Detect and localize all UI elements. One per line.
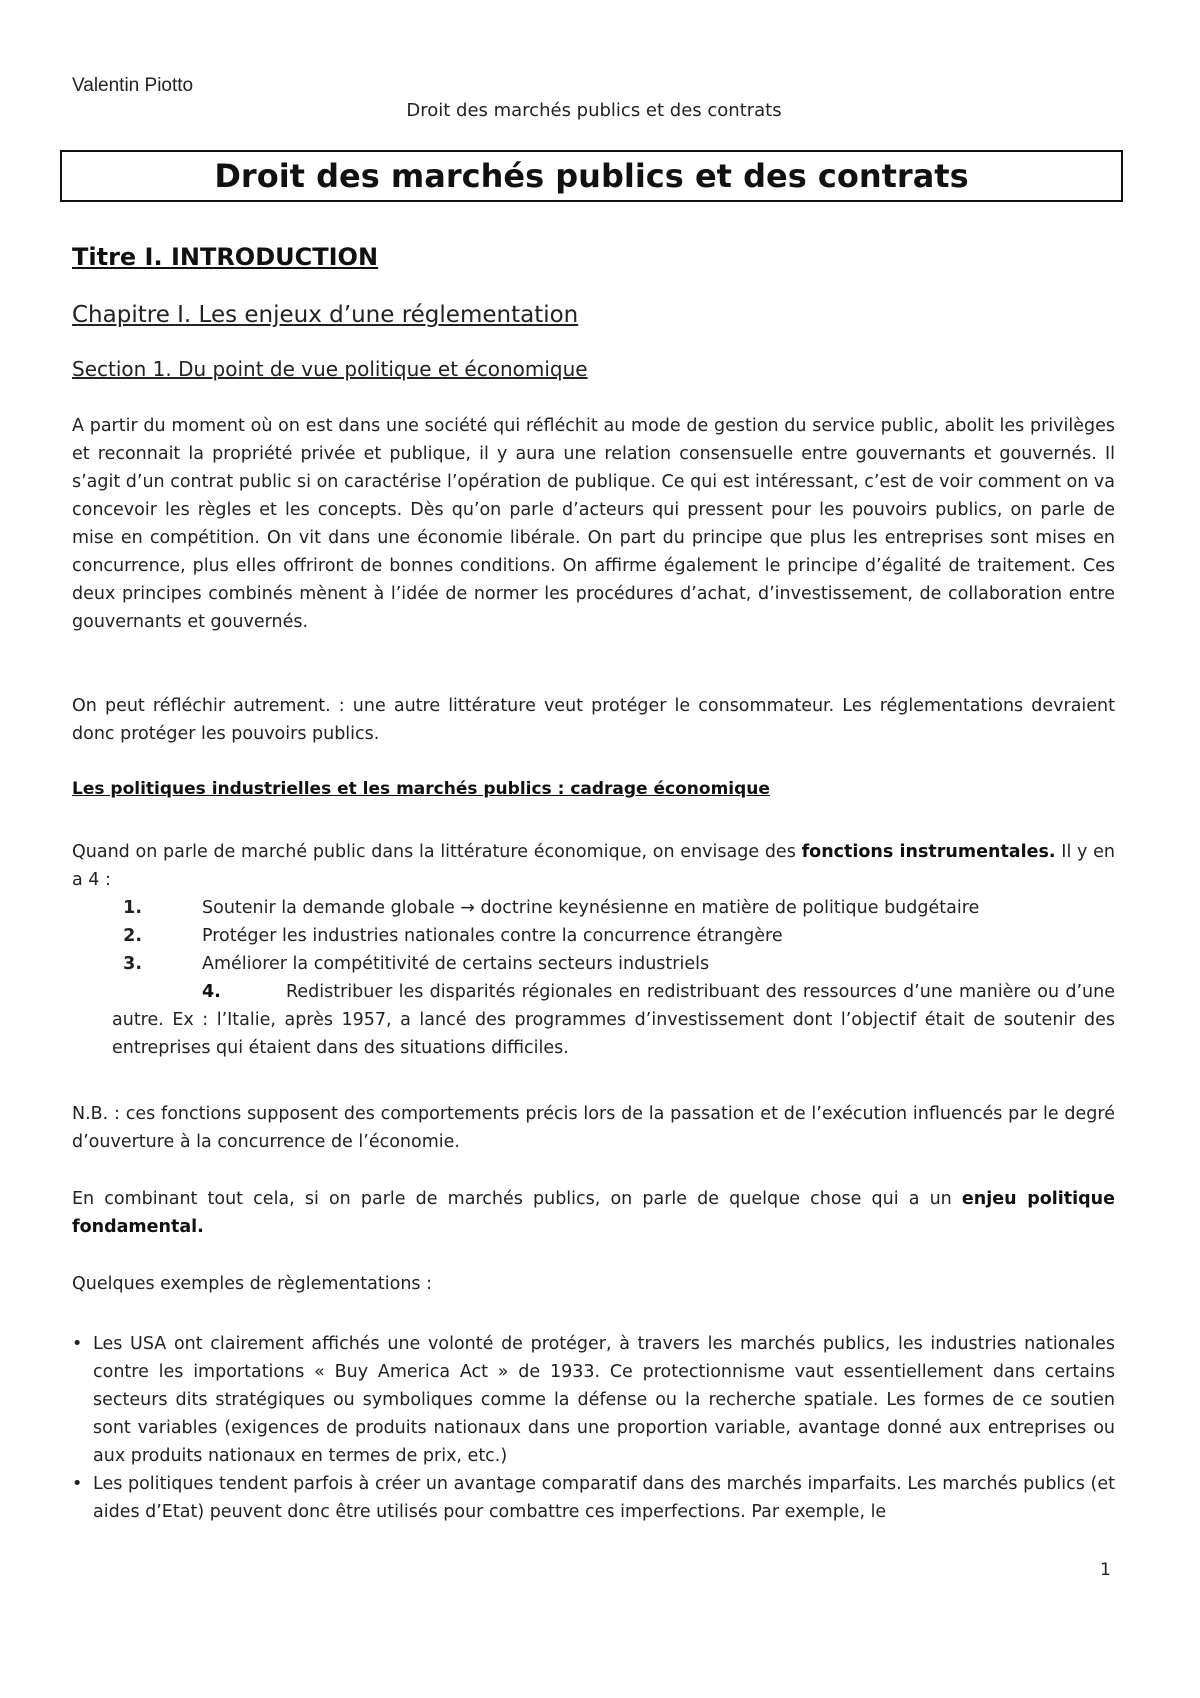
header-running-title: Droit des marchés publics et des contrats: [406, 100, 782, 121]
bullet-icon: •: [72, 1474, 83, 1494]
paragraph-exemples-intro: Quelques exemples de règlementations :: [72, 1274, 432, 1294]
list-item: [72, 922, 1115, 950]
list-item: [72, 894, 1115, 922]
paragraph-intro: A partir du moment où on est dans une société qui réfléchit au mode de gestion du service public, abolit les privilèges et reconnait la propriété privée et publique, il y aura une relation consensuelle entre gouvernants et gouvernés. Il s’agit d’un contrat public si on caractérise l’opération de publique. Ce qui est intéressant, c’est de voir comment on va concevoir les règles et les concepts. Dès qu’on parle d’acteurs qui pressent pour les pouvoirs publics, on parle de mise en compétition. On vit dans une économie libérale. On part du principe que plus les entreprises sont mises en concurrence, plus elles offriront de bonnes conditions. On affirme également le principe d’égalité de traitement. Ces deux principes combinés mènent à l’idée de normer les procédures d’achat, d’investissement, de collaboration entre gouvernants et gouvernés.: [72, 416, 1115, 632]
paragraph-enjeu-text: En combinant tout cela, si on parle de marchés publics, on parle de quelque chose qui a un: [72, 1189, 962, 1209]
document-title: Droit des marchés publics et des contrats: [60, 150, 1123, 202]
list-text: Les politiques tendent parfois à créer un avantage comparatif dans des marchés imparfaits. Les marchés publics (et aides d’Etat) peuvent donc être utilisés pour combattre ces imperfections. Par exemple, le: [93, 1474, 1115, 1522]
paragraph-nb: N.B. : ces fonctions supposent des comportements précis lors de la passation et de l’exécution influencés par le degré d’ouverture à la concurrence de l’économie.: [72, 1104, 1115, 1152]
list-text: Améliorer la compétitivité de certains secteurs industriels: [202, 954, 710, 974]
list-text: Redistribuer les disparités régionales en redistribuant des ressources d’une manière ou d’une autre. Ex : l’Italie, après 1957, a lancé des programmes d’investissement dont l’objectif était de soutenir des entreprises qui étaient dans des situations difficiles.: [112, 982, 1115, 1058]
fonctions-list: [72, 894, 1115, 1062]
list-number: 1.: [123, 898, 142, 918]
list-number: 4.: [202, 982, 221, 1002]
list-item: [72, 950, 1115, 978]
list-item: [72, 978, 1115, 1062]
paragraph-fonctions-tail: Il y en a 4 :: [72, 842, 1115, 890]
list-number: 2.: [123, 926, 142, 946]
list-item: [72, 1470, 1115, 1526]
list-number: 3.: [123, 954, 142, 974]
subheading-politiques-industrielles: Les politiques industrielles et les marchés publics : cadrage économique: [72, 779, 770, 799]
list-text: Soutenir la demande globale → doctrine keynésienne en matière de politique budgétaire: [202, 898, 980, 918]
titre-heading: Titre I. INTRODUCTION: [72, 243, 379, 271]
chapitre-heading: Chapitre I. Les enjeux d’une réglementation: [72, 302, 579, 328]
fonctions-instrumentales-bold: fonctions instrumentales.: [801, 842, 1056, 862]
page-number: 1: [1100, 1560, 1111, 1580]
exemples-list: [72, 1330, 1115, 1526]
paragraph-fonctions-text: Quand on parle de marché public dans la littérature économique, on envisage des: [72, 842, 802, 862]
bullet-icon: •: [72, 1334, 83, 1354]
enjeu-politique-bold: enjeu politique fondamental.: [72, 1189, 1116, 1237]
list-text: Les USA ont clairement affichés une volonté de protéger, à travers les marchés publics, les industries nationales contre les importations « Buy America Act » de 1933. Ce protectionnisme vaut essentiellement dans certains secteurs dits stratégiques ou symboliques comme la défense ou la recherche spatiale. Les formes de ce soutien sont variables (exigences de produits nationaux dans une proportion variable, avantage donné aux entreprises ou aux produits nationaux en termes de prix, etc.): [93, 1334, 1115, 1466]
section-heading: Section 1. Du point de vue politique et économique: [72, 357, 588, 381]
paragraph-enjeu: [72, 1185, 1115, 1241]
paragraph-fonctions: [72, 838, 1115, 894]
list-item: [72, 1330, 1115, 1470]
list-text: Protéger les industries nationales contre la concurrence étrangère: [202, 926, 783, 946]
paragraph-consumer: On peut réfléchir autrement. : une autre littérature veut protéger le consommateur. Les réglementations devraient donc protéger les pouvoirs publics.: [72, 696, 1115, 744]
header-author: Valentin Piotto: [72, 75, 194, 96]
